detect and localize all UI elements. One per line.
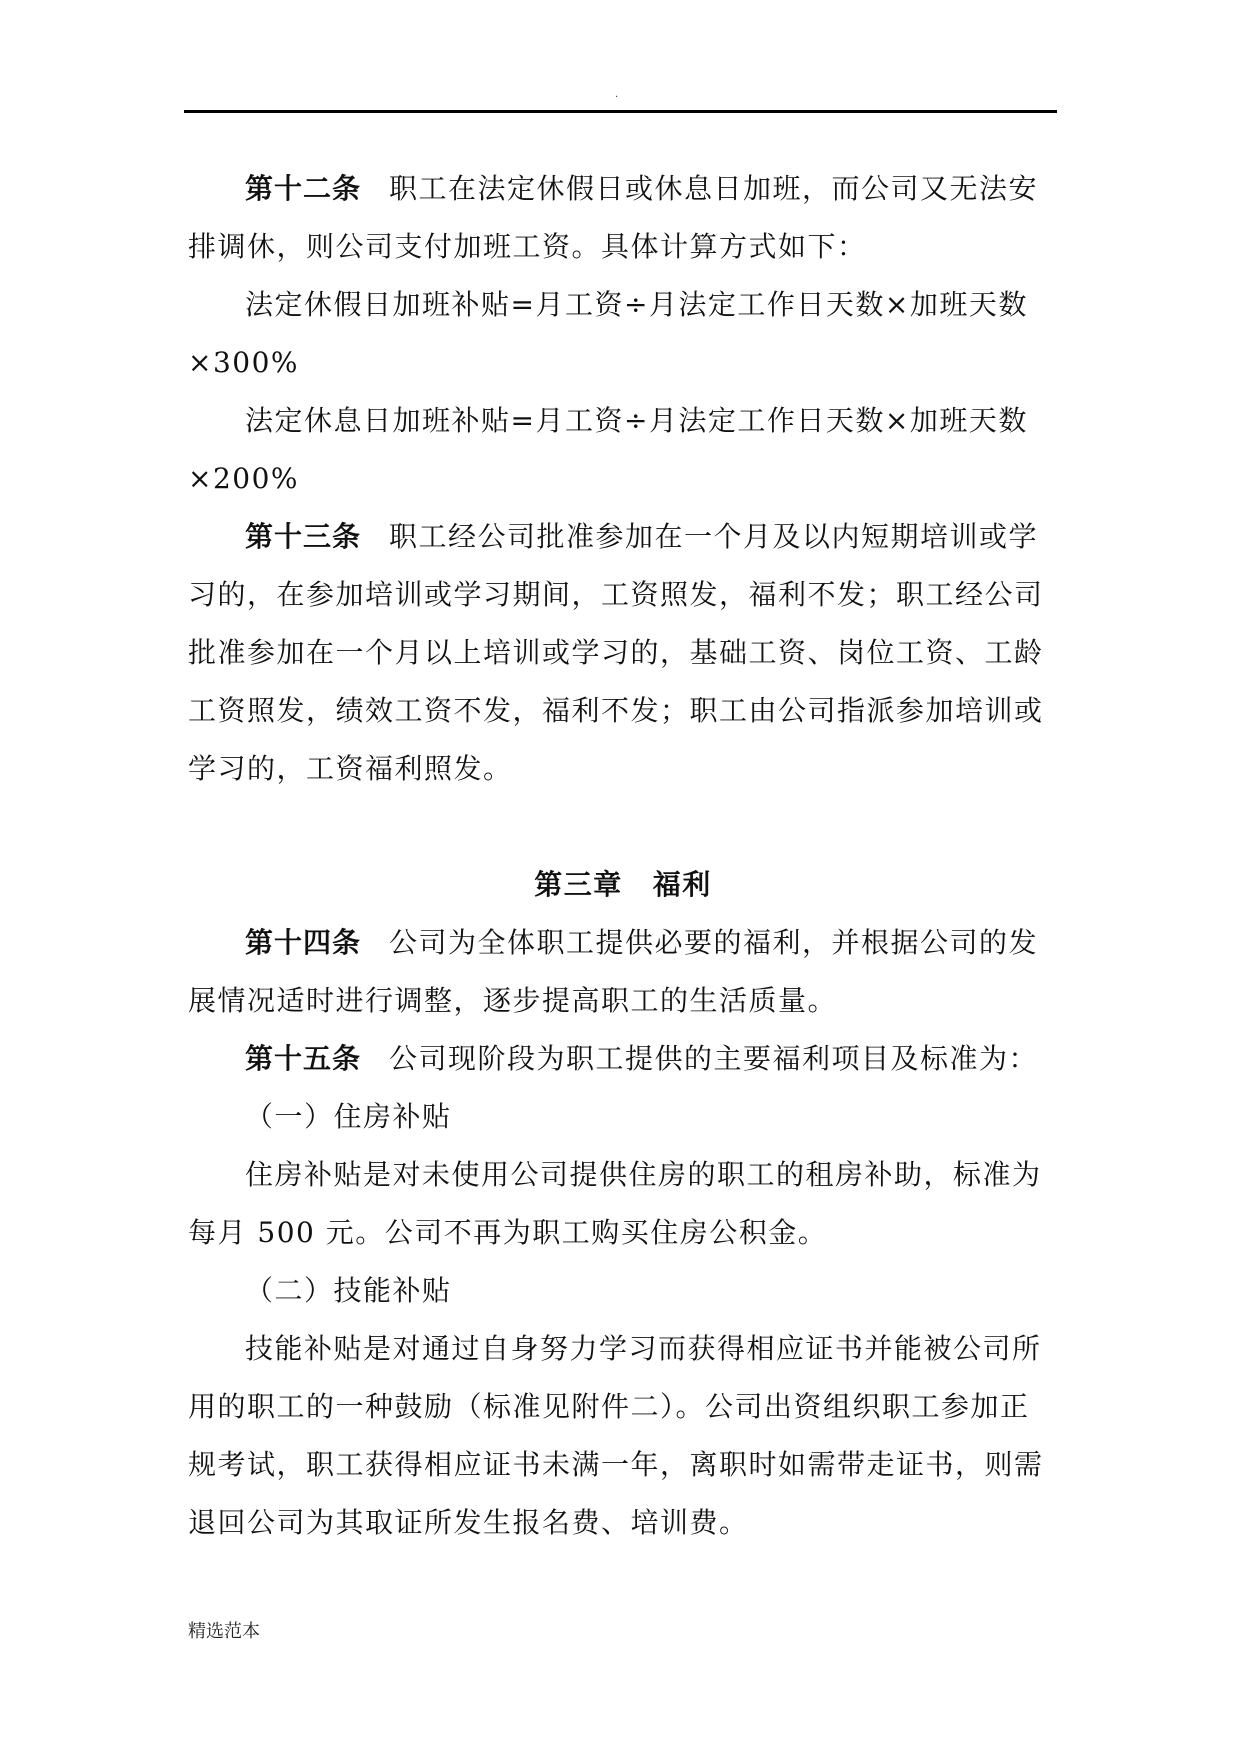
article-13-title: 第十三条 — [245, 520, 362, 553]
header-rule — [184, 110, 1057, 113]
article-14-text: 公司为全体职工提供必要的福利，并根据公司的发展情况适时进行调整，逐步提高职工的生活质量。 — [188, 926, 1039, 1017]
article-15-title: 第十五条 — [245, 1042, 362, 1075]
overtime-restday-formula: 法定休息日加班补贴=月工资÷月法定工作日天数×加班天数×200% — [188, 404, 1028, 495]
document-body — [188, 160, 1058, 1552]
overtime-holiday-formula: 法定休假日加班补贴=月工资÷月法定工作日天数×加班天数×300% — [188, 288, 1028, 379]
chapter-heading — [188, 856, 1058, 914]
footer-label: 精选范本 — [188, 1621, 260, 1642]
housing-subsidy-heading: （一）住房补贴 — [245, 1100, 452, 1133]
article-14-paragraph — [188, 914, 1058, 1030]
skill-subsidy-text: 技能补贴是对通过自身努力学习而获得相应证书并能被公司所用的职工的一种鼓励（标准见附件二）。公司出资组织职工参加正规考试，职工获得相应证书未满一年，离职时如需带走证书，则需退回公司为其取证所发生报名费、培训费。 — [188, 1332, 1044, 1539]
article-13-text: 职工经公司批准参加在一个月及以内短期培训或学习的，在参加培训或学习期间，工资照发，福利不发；职工经公司批准参加在一个月以上培训或学习的，基础工资、岗位工资、工龄工资照发，绩效工资不发，福利不发；职工由公司指派参加培训或学习的，工资福利照发。 — [188, 520, 1044, 785]
article-12-text: 职工在法定休假日或休息日加班，而公司又无法安排调休，则公司支付加班工资。具体计算方式如下： — [188, 172, 1039, 263]
article-15-text: 公司现阶段为职工提供的主要福利项目及标准为： — [389, 1042, 1039, 1075]
article-14-title: 第十四条 — [245, 926, 362, 959]
chapter-title: 福利 — [652, 868, 712, 901]
article-12-title: 第十二条 — [245, 172, 362, 205]
skill-subsidy-heading: （二）技能补贴 — [245, 1274, 452, 1307]
housing-subsidy-text: 住房补贴是对未使用公司提供住房的职工的租房补助，标准为每月 500 元。公司不再为职工购买住房公积金。 — [188, 1158, 1042, 1249]
article-13-paragraph — [188, 508, 1058, 798]
chapter-number: 第三章 — [534, 868, 623, 901]
article-12-paragraph — [188, 160, 1058, 276]
header-mark: . — [615, 89, 619, 100]
article-15-paragraph — [188, 1030, 1058, 1088]
